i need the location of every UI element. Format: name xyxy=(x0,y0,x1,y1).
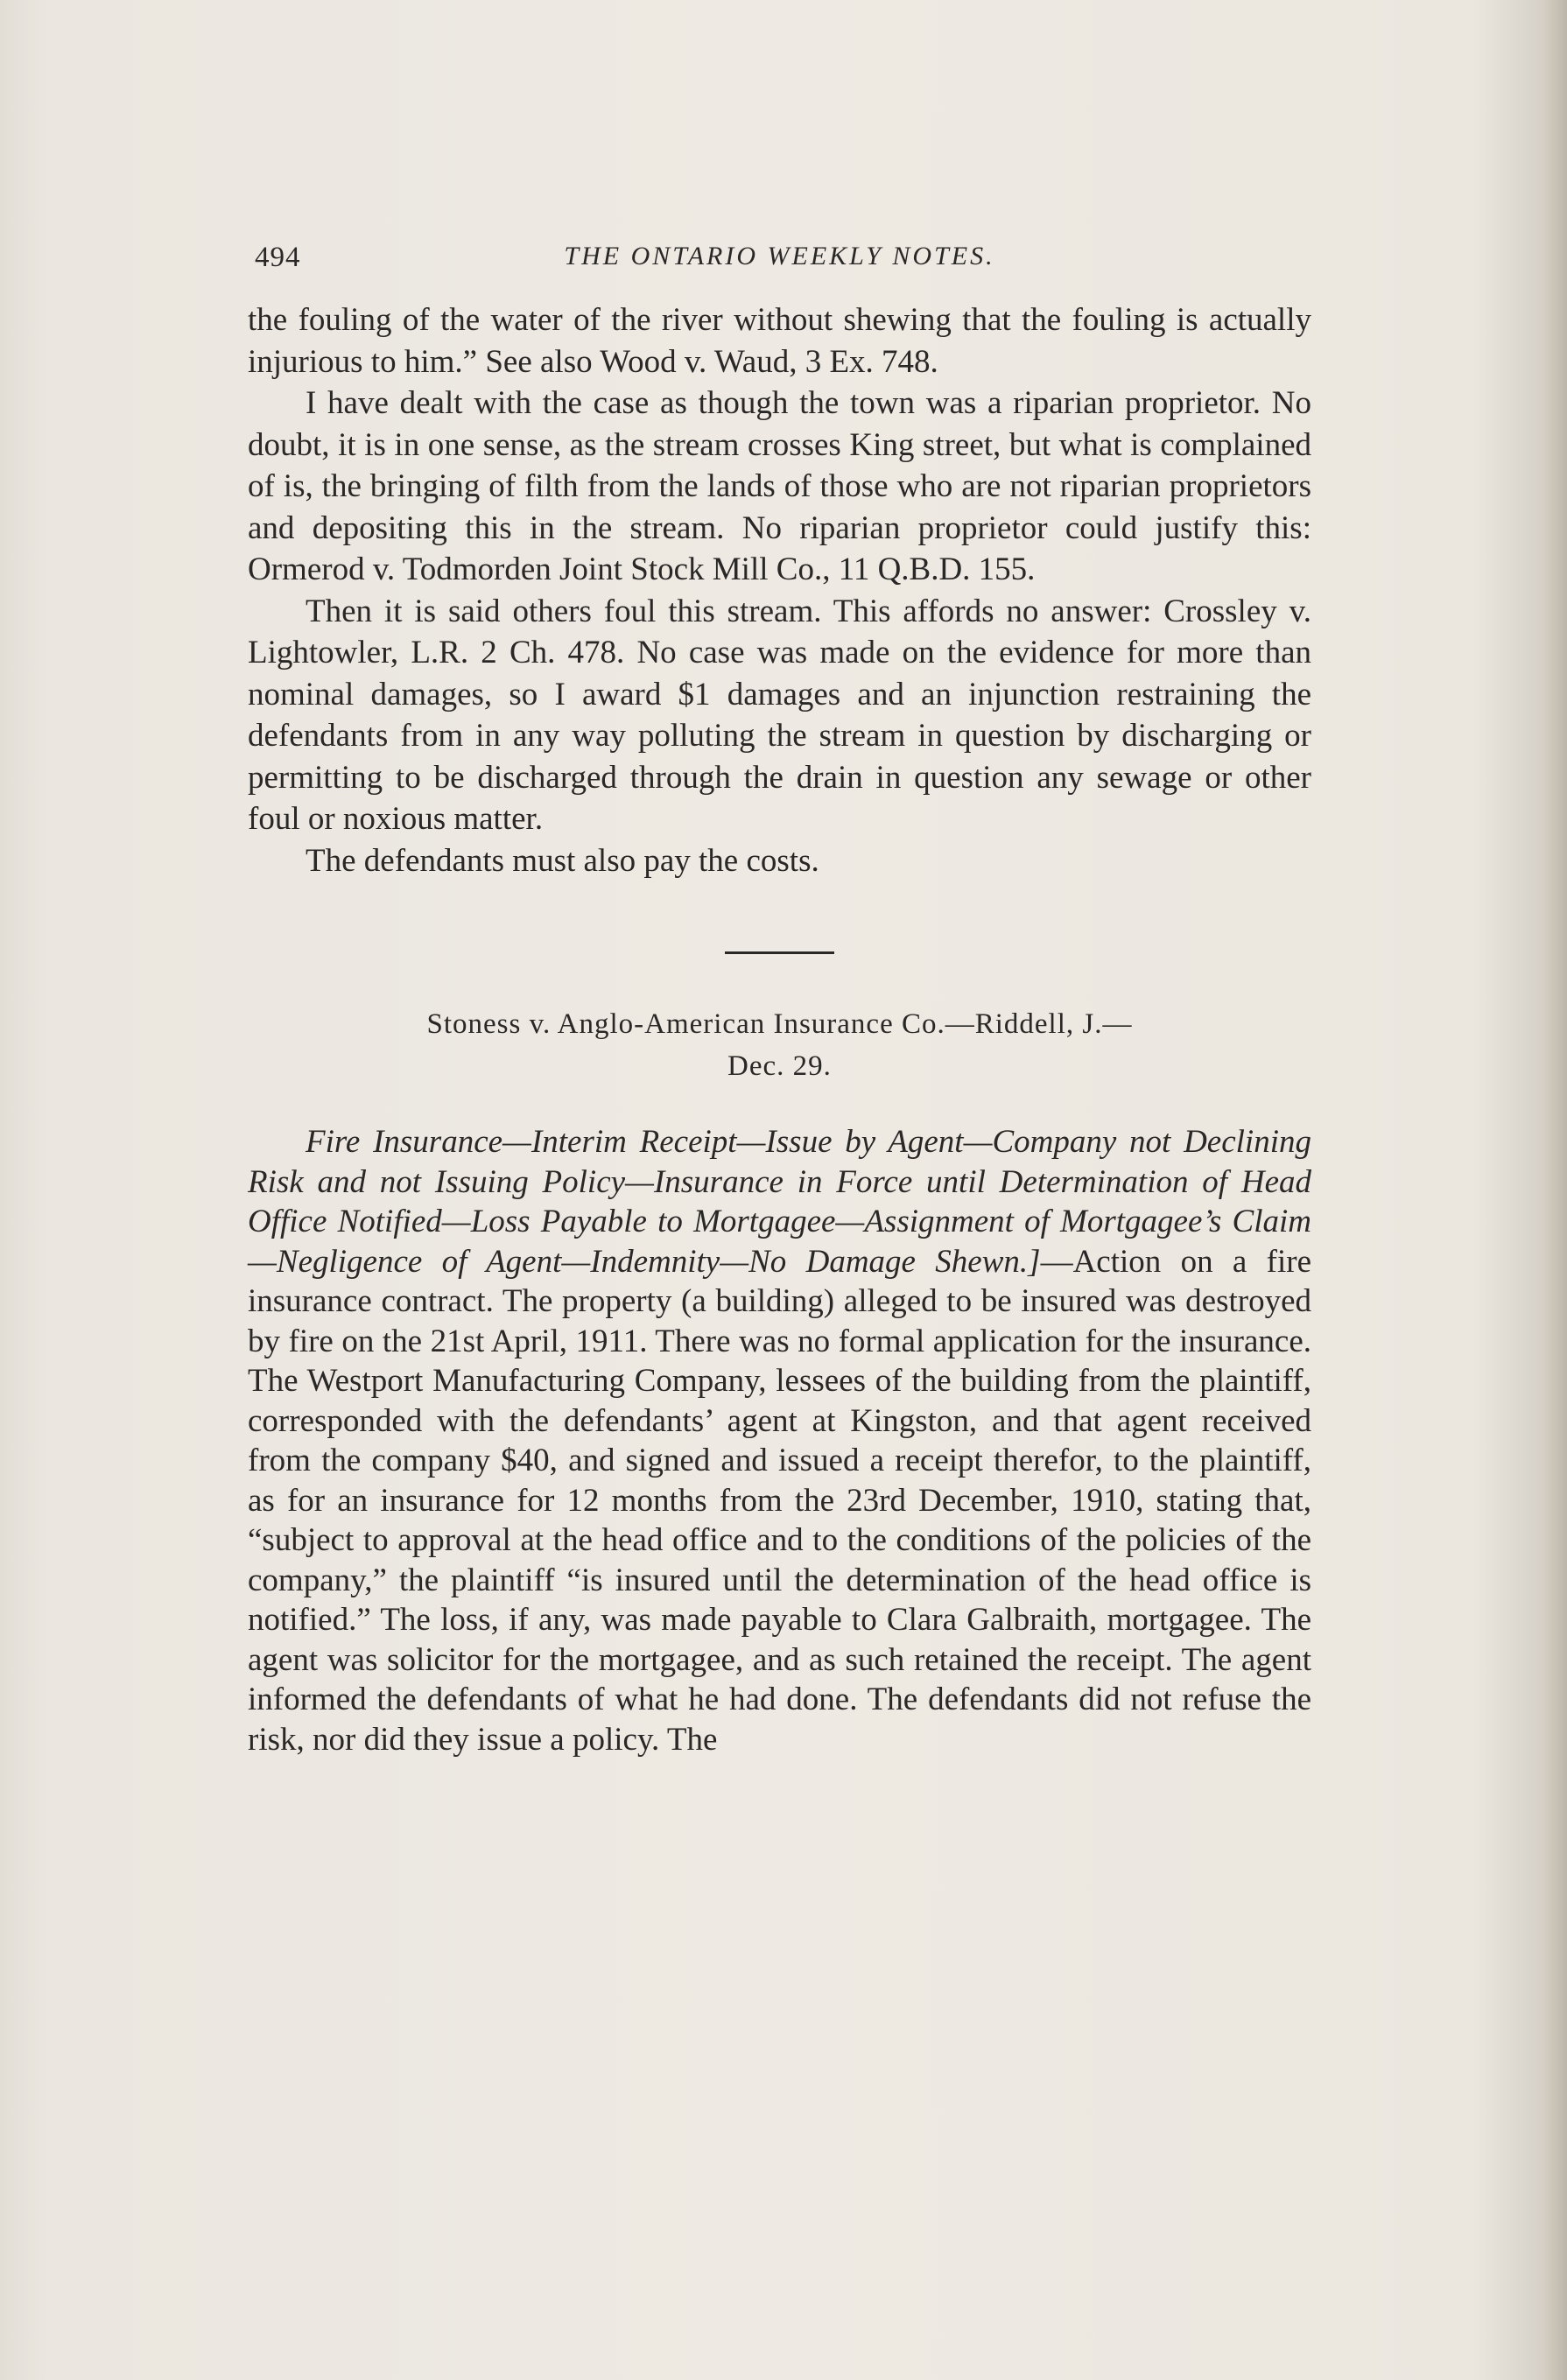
case-title xyxy=(248,1003,1311,1087)
text-column xyxy=(248,236,1311,1759)
headnote-summary: —Action on a fire insurance contract. The property (a building) alleged to be insured was destroyed by fire on the 21st April, 1911. There was no formal application for the insurance. The Westport Manufacturing Company, lessees of the building from the plaintiff, corresponded with the defendants’ agent at Kingston, and that agent received from the company $40, and signed and issued a receipt therefor, to the plaintiff, as for an insurance for 12 months from the 23rd December, 1910, stating that, “subject to approval at the head office and to the conditions of the policies of the company,” the plaintiff “is insured until the determination of the head office is notified.” The loss, if any, was made payable to Clara Galbraith, mortgagee. The agent was solicitor for the mortgagee, and as such retained the receipt. The agent informed the defendants of what he had done. The defendants did not refuse the risk, nor did they issue a policy. The xyxy=(248,1243,1311,1758)
headnote-catchwords: Fire Insurance—Interim Receipt—Issue by Agent—Company not Declining Risk and not Issuing Policy—Insurance in Force until Determination of Head Office Notified—Loss Payable to Mortgagee—Assignment of Mortgagee’s Claim—Negligence of Agent—Indemnity—No Damage Shewn.] xyxy=(248,1124,1311,1280)
journal-title: THE ONTARIO WEEKLY NOTES. xyxy=(564,242,995,270)
section-divider xyxy=(725,951,834,954)
paragraph-continuation: the fouling of the water of the river without shewing that the fouling is actually injurious to him.” See also Wood v. Waud, 3 Ex. 748. xyxy=(248,302,1311,380)
paragraph-costs: The defendants must also pay the costs. xyxy=(306,842,819,879)
page-number: 494 xyxy=(255,242,301,273)
page-edge-shadow xyxy=(1542,0,1567,2380)
running-head xyxy=(248,236,1311,289)
paragraph-riparian: I have dealt with the case as though the town was a riparian proprietor. No doubt, it is in one sense, as the stream crosses King street, but what is complained of is, the bringing of filth from the lands of those who are not riparian proprietors and depositing this in the stream. No riparian proprietor could justify this: Ormerod v. Todmorden Joint Stock Mill Co., 11 Q.B.D. 155. xyxy=(248,385,1311,587)
case-headnote xyxy=(248,1122,1311,1759)
case-title-line-2: Dec. 29. xyxy=(727,1050,832,1082)
case-title-line-1: Stoness v. Anglo-American Insurance Co.—Riddell, J.— xyxy=(426,1008,1133,1040)
paragraph-damages: Then it is said others foul this stream. This affords no answer: Crossley v. Lightowler, L.R. 2 Ch. 478. No case was made on the evidence for more than nominal damages, so I award $1 damages and an injunction restraining the defendants from in any way polluting the stream in question by discharging or permitting to be discharged through the drain in question any sewage or other foul or noxious matter. xyxy=(248,593,1311,837)
